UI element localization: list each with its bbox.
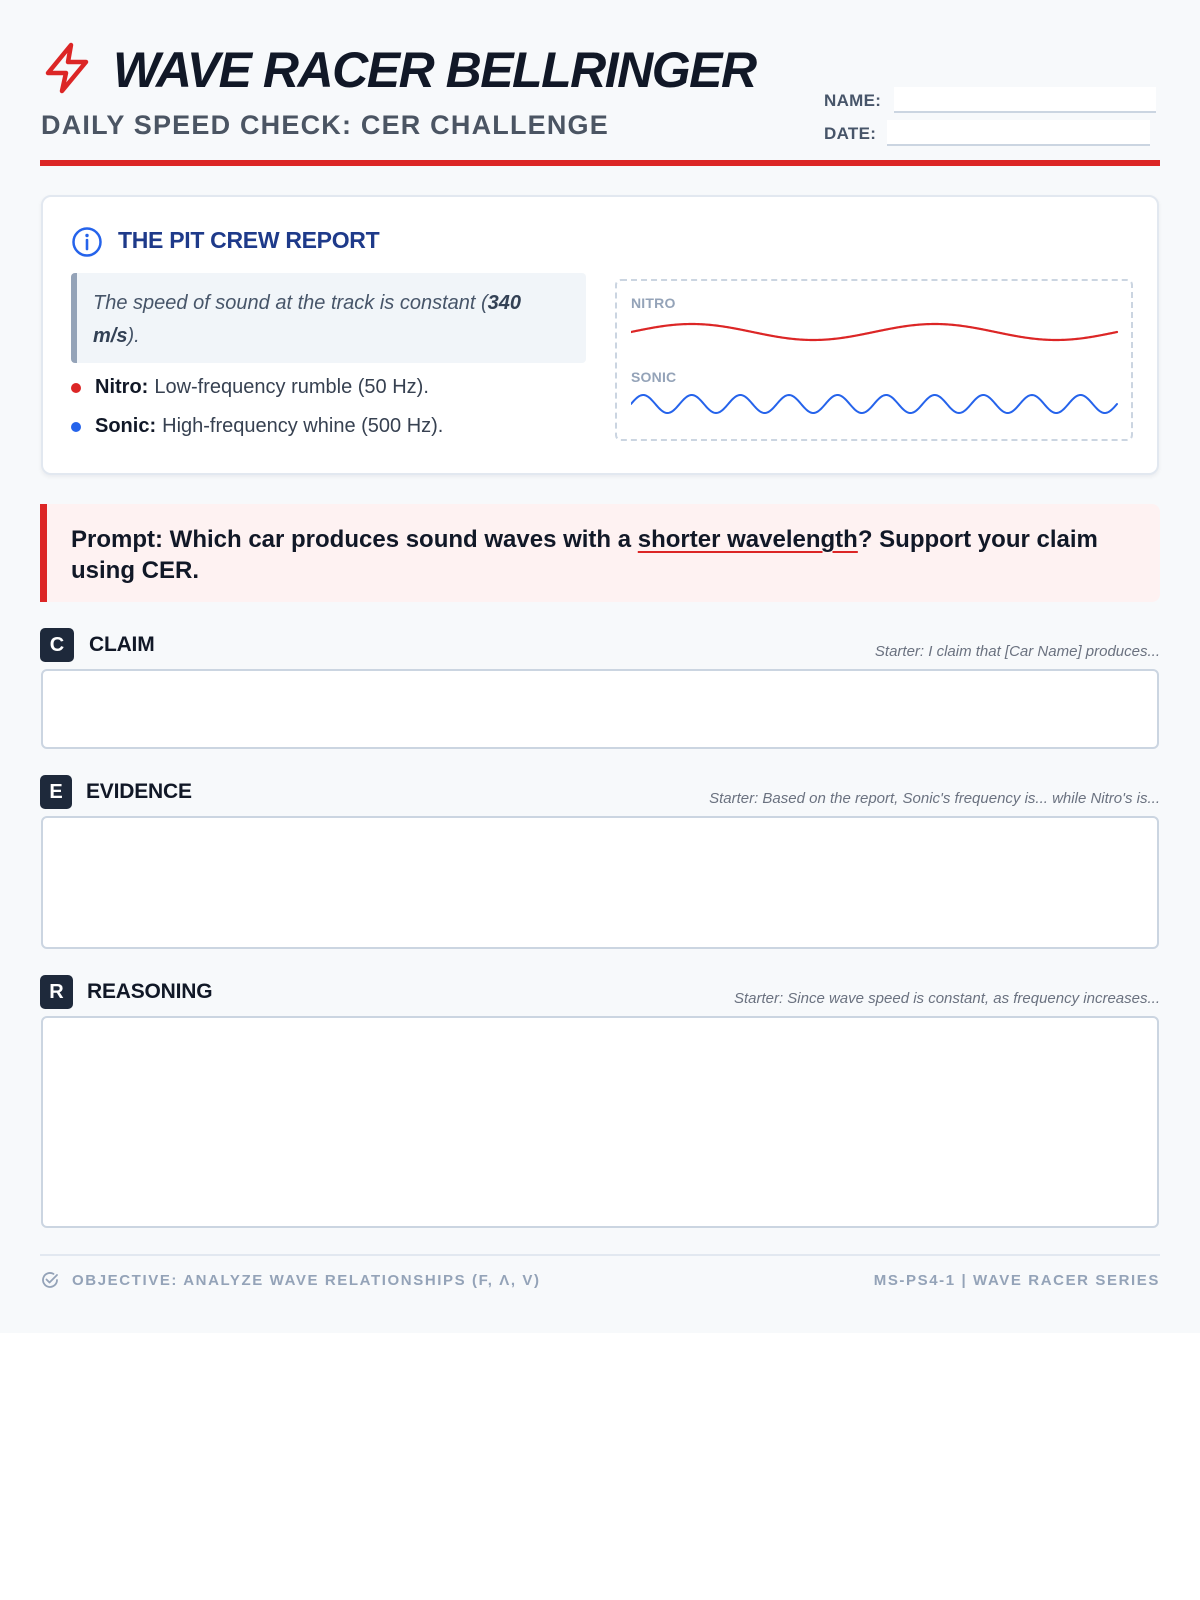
nitro-wave-label: NITRO [631,295,676,311]
pit-crew-report-card [41,195,1159,475]
cer-prompt [40,504,1160,602]
footer-series: MS-PS4-1 | WAVE RACER SERIES [873,1272,1160,1289]
reasoning-title: REASONING [87,980,213,1003]
prompt-key-term: shorter wavelength [637,526,858,553]
car-name: Sonic: [95,415,157,437]
nitro-bullet-icon [71,383,81,393]
header-divider [40,160,1160,166]
claim-badge: C [40,628,74,662]
evidence-badge: E [40,775,72,809]
evidence-answer-box[interactable] [41,816,1159,949]
name-label: NAME: [824,91,882,110]
claim-starter: Starter: I claim that [Car Name] produces... [874,643,1160,660]
quote-speed-value: 340 m/s [93,292,522,347]
speed-of-sound-quote [71,273,586,363]
car-item-nitro [71,376,429,399]
nitro-wave [631,317,1119,347]
quote-text: The speed of sound at the track is constant ( [93,292,488,314]
date-label: DATE: [824,124,877,143]
footer-divider [40,1254,1160,1256]
sonic-wave-label: SONIC [631,369,677,385]
page-subtitle: DAILY SPEED CHECK: CER CHALLENGE [41,110,609,140]
car-item-sonic [71,415,443,438]
evidence-starter: Starter: Based on the report, Sonic's frequency is... while Nitro's is... [709,790,1160,807]
report-title: THE PIT CREW REPORT [118,227,380,253]
footer-objective [40,1270,541,1290]
claim-answer-box[interactable] [41,669,1159,749]
evidence-title: EVIDENCE [86,780,192,803]
sonic-wave [631,389,1119,419]
date-field[interactable] [887,120,1150,146]
worksheet-header [40,0,1160,168]
wave-comparison-diagram [615,279,1133,441]
prompt-lead: Prompt: Which car produces sound waves with a [71,526,638,553]
reasoning-badge: R [40,975,73,1009]
car-name: Nitro: [95,376,149,398]
car-description: Low-frequency rumble (50 Hz). [154,376,429,398]
reasoning-starter: Starter: Since wave speed is constant, as frequency increases... [733,990,1160,1007]
info-icon [71,226,103,258]
sonic-bullet-icon [71,422,81,432]
check-circle-icon [40,1270,60,1290]
reasoning-answer-box[interactable] [41,1016,1159,1228]
claim-title: CLAIM [89,633,155,656]
page-title: WAVE RACER BELLRINGER [113,42,756,98]
quote-end: ). [127,325,140,347]
lightning-bolt-icon [42,42,92,94]
objective-text: OBJECTIVE: ANALYZE WAVE RELATIONSHIPS (F, Λ, V) [72,1271,541,1289]
prompt-tail: ? Support your claim using CER. [71,526,1098,584]
name-field[interactable] [894,87,1156,113]
car-description: High-frequency whine (500 Hz). [162,415,444,437]
